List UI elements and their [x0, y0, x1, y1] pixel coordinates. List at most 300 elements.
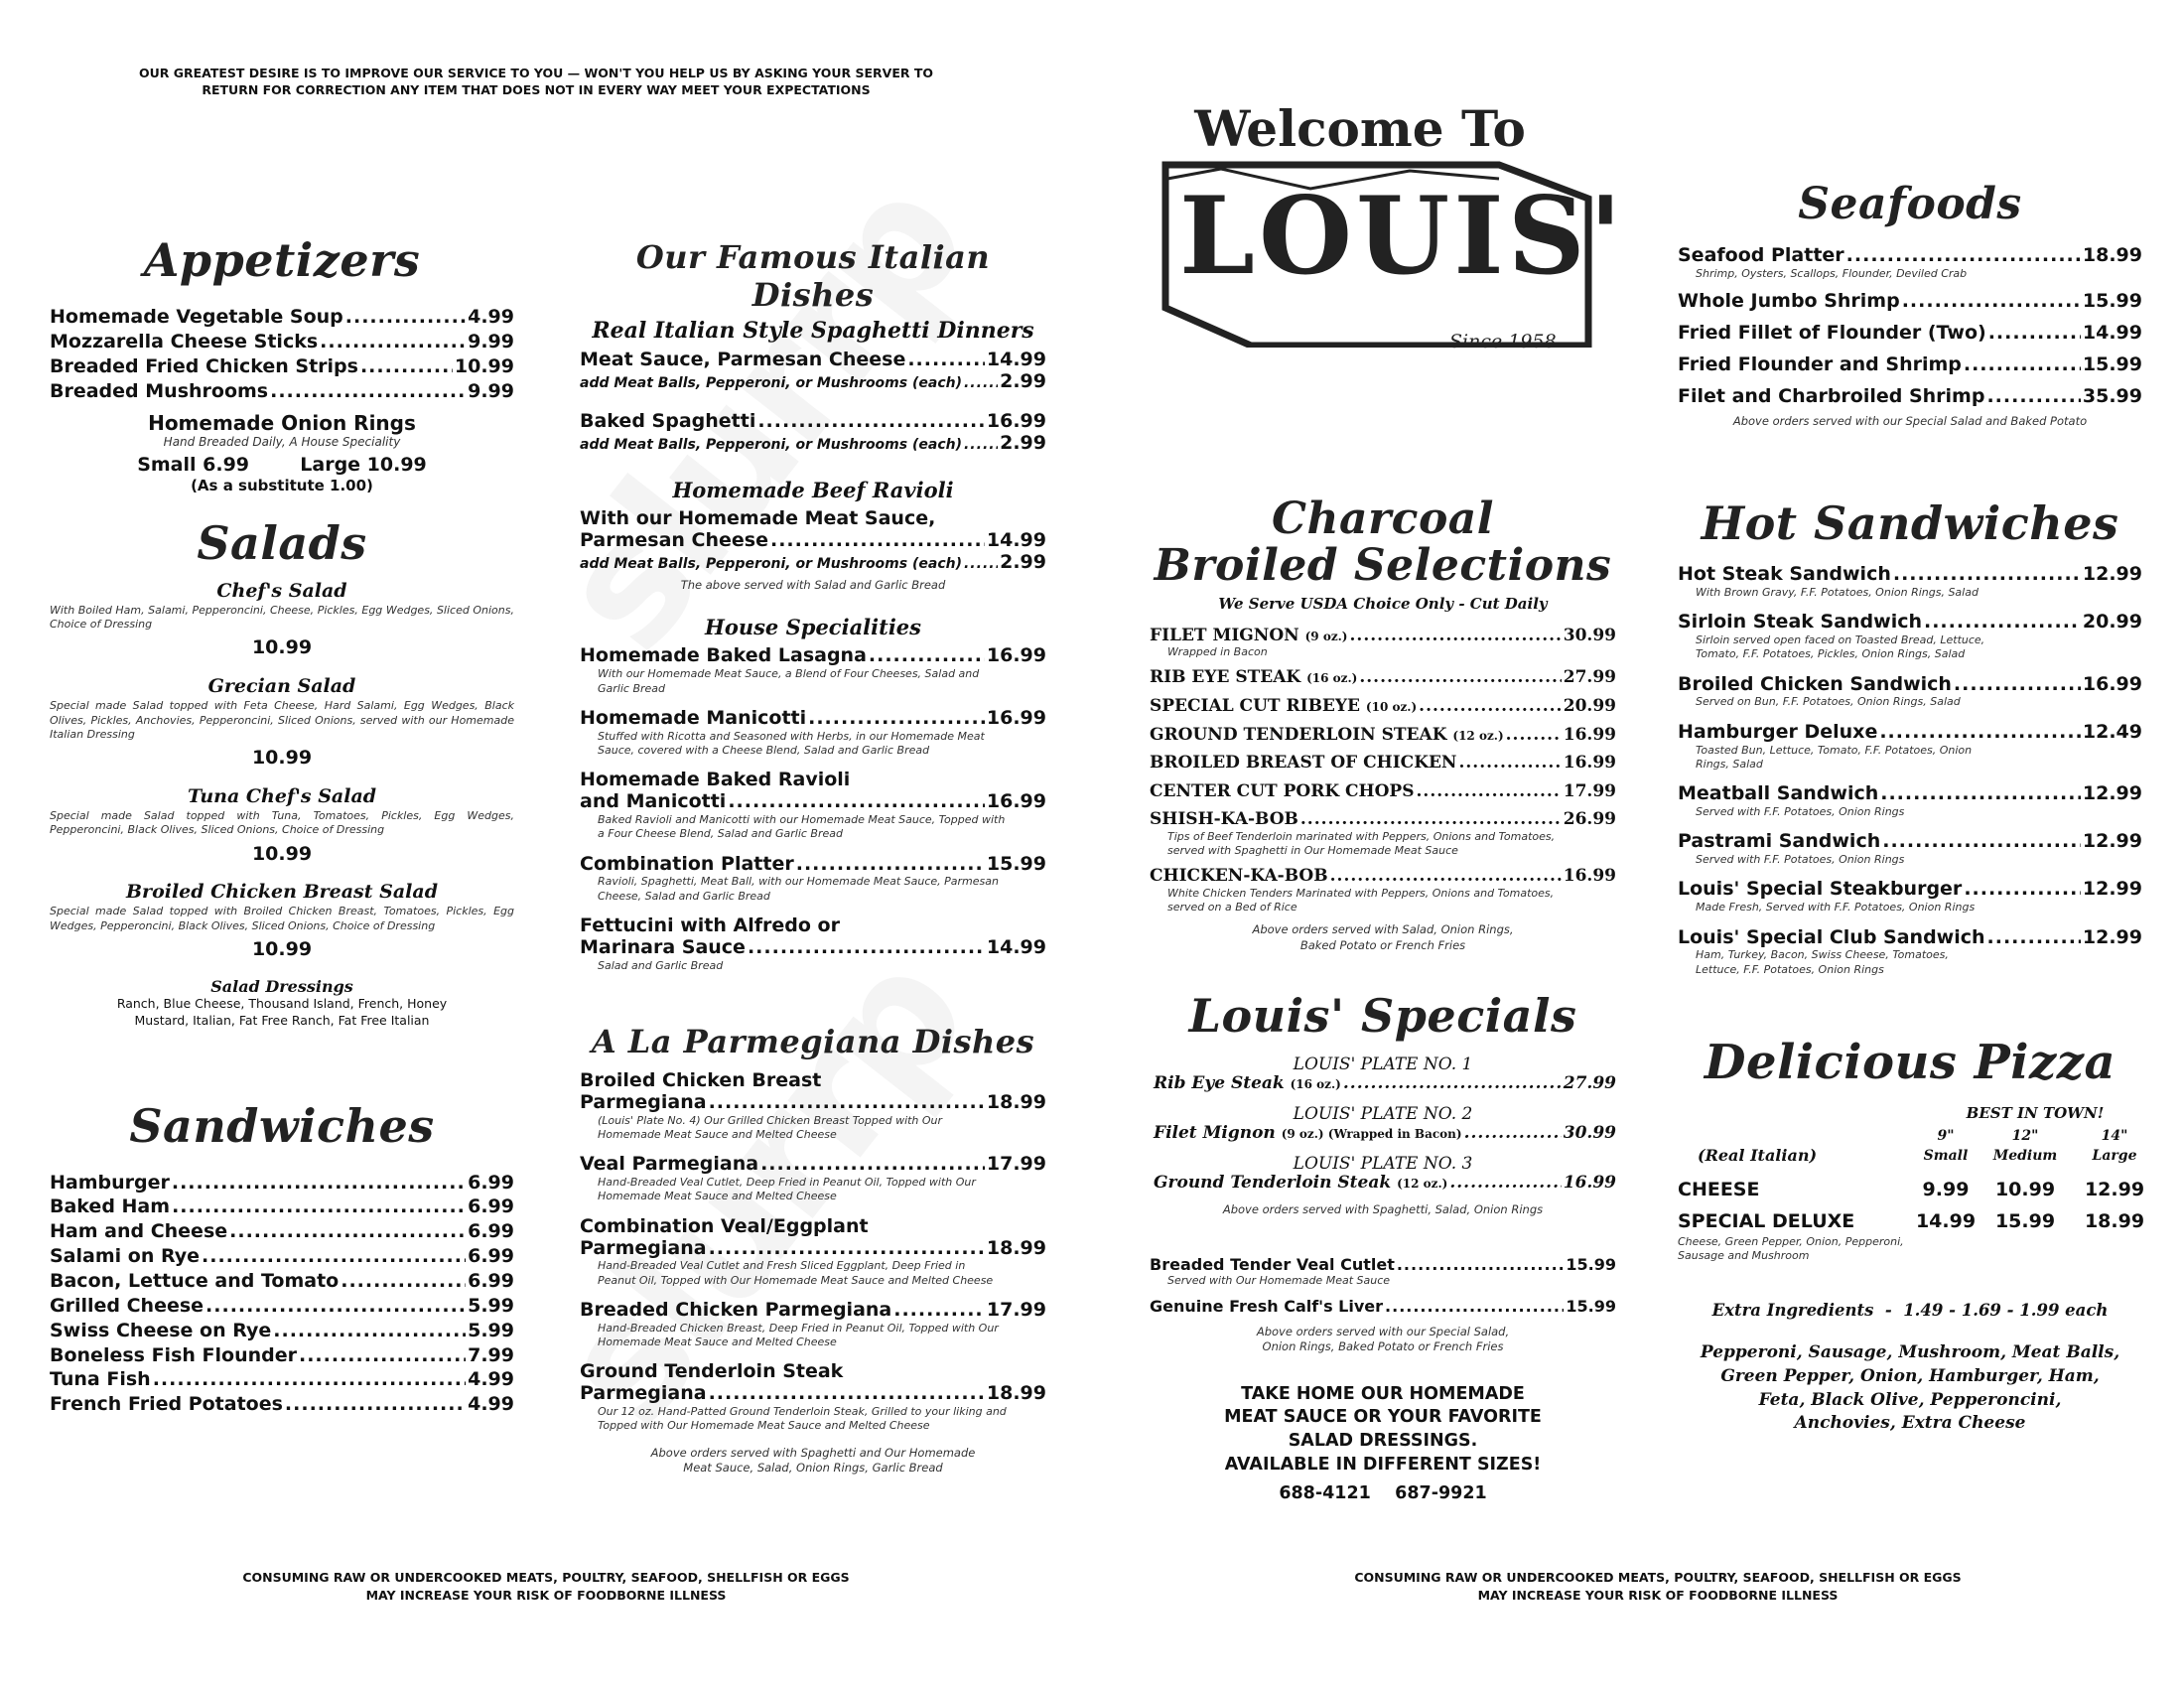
item-price: 16.99	[1563, 1172, 1616, 1193]
item-name-wrap	[1150, 726, 1504, 746]
item-desc: Sirloin served open faced on Toasted Bread, Lettuce, Tomato, F.F. Potatoes, Pickles, Onion Rings, Salad	[1696, 633, 1985, 661]
item-desc: Our 12 oz. Hand-Patted Ground Tenderloin Steak, Grilled to your liking and Topped with Our Homemade Meat Sauce and Melted Cheese	[598, 1405, 1007, 1433]
parmegiana-list	[580, 1070, 1046, 1434]
menu-item	[1678, 783, 2142, 805]
menu-item	[1678, 323, 2142, 345]
parmegiana-item	[580, 1216, 1046, 1288]
pizza-label: (Real Italian)	[1698, 1146, 1818, 1166]
salad-desc: With Boiled Ham, Salami, Pepperoncini, Cheese, Pickles, Egg Wedges, Sliced Onions, Choice of Dressing	[50, 603, 514, 632]
salads-list	[50, 580, 514, 961]
item-desc: Served with F.F. Potatoes, Onion Rings	[1696, 853, 1905, 867]
item-name: Breaded Tender Veal Cutlet	[1150, 1254, 1395, 1274]
menu-item	[580, 645, 1046, 667]
item-name-wrap	[1154, 1124, 1462, 1144]
hot-sandwich-item	[1678, 674, 2142, 710]
item-name: Breaded Chicken Parmegiana	[580, 1299, 892, 1321]
item-name: Rib Eye Steak	[1154, 1073, 1285, 1094]
pizza-row-desc: Cheese, Green Pepper, Onion, Pepperoni, Sausage and Mushroom	[1678, 1235, 1904, 1263]
item-price: 15.99	[2082, 352, 2142, 375]
menu-item	[580, 791, 1046, 813]
salads-heading: Salads	[197, 515, 367, 570]
item-price: 4.99	[468, 306, 514, 328]
item-name: FILET MIGNON	[1150, 625, 1299, 645]
item-price: 2.99	[1000, 369, 1046, 392]
pizza-best: BEST IN TOWN!	[1966, 1104, 2105, 1123]
item-price: 12.99	[2082, 925, 2142, 948]
salad-name: Broiled Chicken Breast Salad	[126, 881, 438, 904]
item-name-line: Broiled Chicken Breast	[580, 1069, 822, 1091]
item-price: 2.99	[1000, 551, 1046, 574]
item-name-wrap	[1154, 1074, 1341, 1094]
pizza-heading: Delicious Pizza	[1704, 1035, 2116, 1091]
onion-rings-desc: Hand Breaded Daily, A House Speciality	[163, 435, 401, 450]
appetizers-list	[50, 307, 514, 402]
item-name: Meatball Sandwich	[1678, 782, 1879, 805]
item-name: Baked Ham	[50, 1196, 171, 1218]
house-list	[580, 645, 1046, 973]
menu-item	[50, 1196, 514, 1218]
charcoal-subtitle: We Serve USDA Choice Only - Cut Daily	[1218, 594, 1548, 613]
salad-price: 10.99	[251, 938, 313, 961]
house-heading: House Specialities	[704, 615, 921, 640]
menu-item	[1678, 386, 2142, 408]
item-desc: Served on Bun, F.F. Potatoes, Onion Rings, Salad	[1696, 695, 1961, 709]
item-name: Seafood Platter	[1678, 244, 1844, 266]
item-desc: Tips of Beef Tenderloin marinated with Peppers, Onions and Tomatoes, served with Spaghetti in Our Homemade Meat Sauce	[1167, 829, 1556, 857]
menu-item	[50, 307, 514, 329]
parmegiana-item	[580, 1070, 1046, 1142]
pizza-size-inch: 14"	[2101, 1128, 2128, 1145]
salad-name: Grecian Salad	[207, 675, 356, 698]
item-name-wrap	[1154, 1174, 1447, 1194]
onion-rings-name: Homemade Onion Rings	[148, 411, 416, 436]
item-price: 16.99	[986, 706, 1046, 729]
item-price: 26.99	[1563, 809, 1616, 830]
hot-sandwiches-list	[1678, 564, 2142, 977]
item-price: 35.99	[2082, 384, 2142, 407]
pizza-toppings-line: Feta, Black Olive, Pepperoncini,	[1758, 1389, 2062, 1410]
item-name-line: Fettucini with Alfredo or	[580, 914, 840, 937]
menu-item	[1150, 1124, 1616, 1144]
item-price: 27.99	[1563, 667, 1616, 688]
item-price: 6.99	[468, 1220, 514, 1243]
house-item	[580, 708, 1046, 758]
column-right	[1678, 179, 2145, 1436]
salad-item	[50, 580, 514, 659]
menu-item	[580, 350, 1046, 371]
item-desc: Toasted Bun, Lettuce, Tomato, F.F. Potatoes, Onion Rings, Salad	[1696, 743, 1973, 771]
item-name: French Fried Potatoes	[50, 1393, 283, 1416]
item-name: Breaded Fried Chicken Strips	[50, 354, 358, 377]
item-desc: Made Fresh, Served with F.F. Potatoes, Onion Rings	[1696, 901, 1976, 914]
menu-item	[50, 1345, 514, 1367]
onion-rings	[50, 412, 514, 493]
item-name: CHICKEN-KA-BOB	[1150, 866, 1328, 887]
menu-item	[50, 1321, 514, 1342]
plates-list	[1150, 1055, 1616, 1193]
house-item	[580, 770, 1046, 841]
item-desc: (Louis' Plate No. 4) Our Grilled Chicken Breast Topped with Our Homemade Meat Sauce and Melted Cheese	[598, 1113, 943, 1141]
item-name: Bacon, Lettuce and Tomato	[50, 1269, 340, 1292]
item-name: Tuna Fish	[50, 1368, 151, 1391]
house-item	[580, 645, 1046, 695]
item-price: 12.99	[2082, 830, 2142, 853]
item-price: 14.99	[986, 349, 1046, 370]
item-name: Hamburger	[50, 1171, 170, 1194]
item-name: Sirloin Steak Sandwich	[1678, 611, 1922, 633]
salad-item	[50, 785, 514, 865]
item-name: Louis' Special Steakburger	[1678, 878, 1963, 901]
menu-item	[50, 332, 514, 353]
item-price: 15.99	[1566, 1254, 1616, 1274]
logo	[1161, 99, 1626, 357]
menu-item	[1150, 782, 1616, 802]
item-price: 18.99	[986, 1236, 1046, 1259]
take-home-line: TAKE HOME OUR HOMEMADE	[1241, 1383, 1525, 1404]
salad-dressings-title: Salad Dressings	[210, 976, 353, 996]
item-price: 9.99	[468, 379, 514, 402]
pizza-row-name: SPECIAL DELUXE	[1678, 1210, 1855, 1233]
addon-item	[580, 433, 1046, 455]
charcoal-list	[1150, 627, 1616, 915]
onion-rings-large: Large 10.99	[300, 453, 427, 476]
menu-item	[1678, 245, 2142, 267]
addon-item	[580, 371, 1046, 393]
item-price: 5.99	[468, 1294, 514, 1317]
item-name: Ground Tenderloin Steak	[1154, 1172, 1392, 1193]
item-price: 9.99	[468, 330, 514, 352]
item-desc: Hand-Breaded Veal Cutlet and Fresh Sliced Eggplant, Deep Fried in Peanut Oil, Topped with Our Homemade Meat Sauce and Melted Cheese	[598, 1259, 994, 1287]
menu-item	[1150, 627, 1616, 646]
item-name: RIB EYE STEAK	[1150, 667, 1301, 688]
pizza-table	[1678, 1104, 2145, 1283]
item-desc: Baked Ravioli and Manicotti with our Homemade Meat Sauce, Topped with a Four Cheese Blend, Salad and Garlic Bread	[598, 812, 1006, 841]
item-price: 20.99	[1563, 695, 1616, 716]
menu-item	[1150, 867, 1616, 887]
item-price: 15.99	[1566, 1297, 1616, 1317]
salad-price: 10.99	[251, 842, 313, 865]
hot-sandwich-item	[1678, 612, 2142, 661]
pizza-price: 15.99	[1994, 1210, 2056, 1233]
item-size: (10 oz.)	[1365, 699, 1418, 714]
item-desc: Served with F.F. Potatoes, Onion Rings	[1696, 805, 1905, 819]
house-item	[580, 915, 1046, 973]
plates-note: Above orders served with Spaghetti, Salad, Onion Rings	[1222, 1202, 1544, 1217]
house-item	[580, 854, 1046, 904]
menu-item	[1150, 1074, 1616, 1094]
item-name: Fried Flounder and Shrimp	[1678, 352, 1962, 375]
item-name: add Meat Balls, Pepperoni, or Mushrooms (each)	[580, 556, 962, 573]
pizza-price: 9.99	[1922, 1179, 1970, 1201]
pizza-price: 14.99	[1915, 1210, 1977, 1233]
item-price: 6.99	[468, 1171, 514, 1194]
onion-rings-sub: (As a substitute 1.00)	[191, 476, 373, 494]
item-name: Grilled Cheese	[50, 1294, 205, 1317]
footer-warning-line: CONSUMING RAW OR UNDERCOOKED MEATS, POULTRY, SEAFOOD, SHELLFISH OR EGGS	[242, 1570, 850, 1585]
item-name: Parmegiana	[580, 1090, 707, 1113]
item-price: 14.99	[2082, 321, 2142, 344]
item-desc: Wrapped in Bacon	[1167, 645, 1268, 659]
appetizers-heading: Appetizers	[143, 233, 421, 287]
menu-item	[1678, 291, 2142, 313]
hot-sandwich-item	[1678, 831, 2142, 867]
item-size: (9 oz.) (Wrapped in Bacon)	[1281, 1127, 1462, 1142]
seafoods-note: Above orders served with our Special Salad and Baked Potato	[1732, 413, 2088, 428]
menu-item-veal	[1150, 1256, 1616, 1274]
seafoods-heading: Seafoods	[1798, 179, 2022, 229]
footer-warning-right	[1251, 1569, 2065, 1604]
item-price: 2.99	[1000, 431, 1046, 454]
item-name: Salami on Rye	[50, 1245, 201, 1268]
salad-dressings	[50, 977, 514, 1030]
menu-item	[1150, 726, 1616, 746]
parmegiana-item	[580, 1300, 1046, 1349]
item-name: and Manicotti	[580, 790, 727, 813]
footer-warning-line: MAY INCREASE YOUR RISK OF FOODBORNE ILLNESS	[1477, 1587, 1839, 1603]
take-home-phones: 688-4121 687-9921	[1279, 1483, 1487, 1504]
menu-item	[1678, 612, 2142, 633]
item-price: 7.99	[468, 1343, 514, 1366]
sandwiches-heading: Sandwiches	[129, 1098, 435, 1153]
item-price: 15.99	[2082, 290, 2142, 313]
salad-desc: Special made Salad topped with Broiled Chicken Breast, Tomatoes, Pickles, Egg Wedges, Pepperoncini, Black Olives, Sliced Onions, Choice of Dressing	[50, 905, 514, 932]
item-name: CENTER CUT PORK CHOPS	[1150, 780, 1415, 801]
item-name: Homemade Manicotti	[580, 706, 807, 729]
pizza-size-col	[1906, 1126, 1985, 1167]
salad-name: Tuna Chef's Salad	[187, 784, 377, 807]
menu-item	[580, 1238, 1046, 1260]
pizza-toppings-line: Anchovies, Extra Cheese	[1794, 1413, 2026, 1434]
item-desc: Hand-Breaded Chicken Breast, Deep Fried in Peanut Oil, Topped with Our Homemade Meat Sauce and Melted Cheese	[598, 1321, 999, 1349]
logo-since: Since 1958	[1449, 331, 1557, 352]
logo-name: LOUIS'	[1179, 174, 1626, 299]
menu-item	[50, 381, 514, 403]
pizza-toppings-line: Green Pepper, Onion, Hamburger, Ham,	[1720, 1365, 2100, 1386]
item-name: Marinara Sauce	[580, 935, 746, 958]
item-size: (9 oz.)	[1304, 629, 1348, 643]
menu-item	[580, 708, 1046, 730]
menu-item	[50, 1369, 514, 1391]
charcoal-heading-2: Broiled Selections	[1154, 540, 1612, 592]
item-name-wrap	[1150, 697, 1417, 717]
footer-warning-line: CONSUMING RAW OR UNDERCOOKED MEATS, POULTRY, SEAFOOD, SHELLFISH OR EGGS	[1354, 1570, 1962, 1585]
item-name: Swiss Cheese on Rye	[50, 1319, 272, 1341]
menu-item	[50, 1394, 514, 1416]
item-size: (12 oz.)	[1397, 1176, 1448, 1191]
item-price: 12.99	[2082, 878, 2142, 901]
charcoal-note: Above orders served with Salad, Onion Rings, Baked Potato or French Fries	[1252, 922, 1514, 952]
item-price: 16.99	[986, 790, 1046, 813]
italian-heading: Our Famous Italian Dishes	[635, 238, 991, 314]
plate-item	[1150, 1154, 1616, 1194]
item-name: Homemade Vegetable Soup	[50, 306, 343, 328]
item-price: 16.99	[986, 409, 1046, 432]
pizza-size-name: Medium	[1992, 1148, 2058, 1165]
item-name: SPECIAL CUT RIBEYE	[1150, 695, 1360, 716]
column-center-right	[1150, 493, 1616, 1506]
onion-rings-small: Small 6.99	[137, 453, 250, 476]
hot-sandwich-item	[1678, 722, 2142, 772]
seafoods-list	[1678, 245, 2142, 408]
pizza-toppings	[1678, 1341, 2142, 1436]
item-desc: White Chicken Tenders Marinated with Peppers, Onions and Tomatoes, served on a Bed of Rice	[1167, 886, 1555, 914]
menu-item	[50, 356, 514, 378]
sandwiches-list	[50, 1173, 514, 1416]
item-desc: Shrimp, Oysters, Scallops, Flounder, Deviled Crab	[1696, 266, 1968, 280]
addon-item	[580, 552, 1046, 574]
item-name-wrap	[1150, 810, 1298, 830]
item-price: 16.99	[2082, 672, 2142, 695]
column-center-left	[580, 238, 1046, 1477]
item-name: Parmegiana	[580, 1382, 707, 1405]
item-name: Baked Spaghetti	[580, 409, 756, 432]
salad-price: 10.99	[251, 636, 313, 659]
onion-rings-prices	[50, 455, 514, 477]
take-home-line: SALAD DRESSINGS.	[1288, 1430, 1478, 1451]
menu-item	[50, 1271, 514, 1293]
item-name: add Meat Balls, Pepperoni, or Mushrooms (each)	[580, 436, 962, 453]
hot-sandwiches-heading: Hot Sandwiches	[1701, 496, 2119, 551]
hot-sandwich-item	[1678, 783, 2142, 819]
menu-item	[1678, 674, 2142, 696]
item-size: (12 oz.)	[1452, 728, 1504, 743]
spaghetti-heading: Real Italian Style Spaghetti Dinners	[592, 318, 1034, 344]
item-price: 16.99	[986, 644, 1046, 667]
menu-item	[580, 530, 1046, 552]
menu-item	[580, 411, 1046, 433]
item-name: Fried Fillet of Flounder (Two)	[1678, 321, 1986, 344]
parmegiana-heading: A La Parmegiana Dishes	[591, 1023, 1035, 1060]
charcoal-heading: Charcoal	[1271, 493, 1495, 544]
item-name: Veal Parmegiana	[580, 1153, 759, 1176]
pizza-price: 10.99	[1994, 1179, 2056, 1201]
plate-label: LOUIS' PLATE NO. 2	[1293, 1104, 1473, 1125]
plate-item	[1150, 1055, 1616, 1094]
hot-sandwich-item	[1678, 564, 2142, 600]
item-name: Breaded Mushrooms	[50, 379, 269, 402]
menu-item	[1678, 927, 2142, 949]
item-name-wrap	[1150, 668, 1357, 688]
item-price: 6.99	[468, 1196, 514, 1218]
item-price: 4.99	[468, 1393, 514, 1416]
pizza-price: 18.99	[2084, 1210, 2145, 1233]
salad-dressings-list: Ranch, Blue Cheese, Thousand Island, French, Honey Mustard, Italian, Fat Free Ranch, Fat Free Italian	[116, 995, 448, 1028]
item-price: 6.99	[468, 1269, 514, 1292]
menu-item	[580, 1154, 1046, 1176]
menu-item	[50, 1296, 514, 1318]
salad-desc: Special made Salad topped with Feta Cheese, Hard Salami, Egg Wedges, Black Olives, Pickles, Anchovies, Pepperoncini, Sliced Onions, served with our Homemade Italian Dressing	[50, 699, 514, 741]
item-name: Boneless Fish Flounder	[50, 1343, 297, 1366]
item-price: 14.99	[986, 935, 1046, 958]
item-name-wrap	[1150, 627, 1348, 646]
plate-label: LOUIS' PLATE NO. 1	[1293, 1055, 1473, 1075]
item-name: Mozzarella Cheese Sticks	[50, 330, 319, 352]
item-name: Parmegiana	[580, 1236, 707, 1259]
item-name: Whole Jumbo Shrimp	[1678, 290, 1900, 313]
item-name: Homemade Baked Lasagna	[580, 644, 867, 667]
header-notice	[89, 66, 983, 99]
item-price: 5.99	[468, 1319, 514, 1341]
item-price: 30.99	[1563, 625, 1616, 645]
menu-item	[1150, 1174, 1616, 1194]
menu-item	[1150, 810, 1616, 830]
column-left	[50, 233, 514, 1419]
salad-item	[50, 881, 514, 960]
item-price: 16.99	[1563, 866, 1616, 887]
item-price: 27.99	[1563, 1073, 1616, 1094]
item-name: Hamburger Deluxe	[1678, 720, 1878, 743]
menu-item	[50, 1221, 514, 1243]
menu-item	[580, 1383, 1046, 1405]
item-name: Filet Mignon	[1154, 1123, 1276, 1144]
logo-welcome: Welcome To	[1194, 99, 1526, 158]
item-price: 18.99	[2082, 244, 2142, 266]
item-name: Parmesan Cheese	[580, 529, 768, 552]
menu-item	[580, 1300, 1046, 1322]
menu-item	[580, 1092, 1046, 1114]
parmegiana-item	[580, 1154, 1046, 1203]
item-price: 15.99	[986, 852, 1046, 875]
pizza-size-name: Small	[1923, 1148, 1969, 1165]
item-name: Louis' Special Club Sandwich	[1678, 925, 1985, 948]
item-price: 17.99	[986, 1299, 1046, 1321]
item-name-wrap	[1150, 754, 1456, 774]
item-price: 4.99	[468, 1368, 514, 1391]
item-desc: Ravioli, Spaghetti, Meat Ball, with our Homemade Meat Sauce, Parmesan Cheese, Salad and Garlic Bread	[598, 875, 999, 903]
plate-item	[1150, 1104, 1616, 1144]
item-desc: Salad and Garlic Bread	[598, 958, 724, 972]
item-name: Ham and Cheese	[50, 1220, 228, 1243]
item-name: GROUND TENDERLOIN STEAK	[1150, 724, 1447, 745]
item-price: 12.99	[2082, 782, 2142, 805]
item-name-wrap	[1150, 867, 1328, 887]
item-name: BROILED BREAST OF CHICKEN	[1150, 753, 1457, 774]
item-price: 17.99	[1563, 780, 1616, 801]
ravioli-heading: Homemade Beef Ravioli	[672, 478, 954, 503]
item-name: add Meat Balls, Pepperoni, or Mushrooms (each)	[580, 374, 962, 391]
item-name-line: Homemade Baked Ravioli	[580, 769, 851, 791]
hot-sandwich-item	[1678, 879, 2142, 914]
pizza-extra: Extra Ingredients - 1.49 - 1.69 - 1.99 each	[1711, 1301, 2109, 1321]
parmegiana-note: Above orders served with Spaghetti and Our Homemade Meat Sauce, Salad, Onion Rings, Garlic Bread	[650, 1445, 976, 1476]
menu-item	[1678, 564, 2142, 586]
item-desc: Ham, Turkey, Bacon, Swiss Cheese, Tomatoes, Lettuce, F.F. Potatoes, Onion Rings	[1696, 948, 1949, 976]
pizza-toppings-line: Pepperoni, Sausage, Mushroom, Meat Balls,	[1700, 1342, 2120, 1363]
item-desc: Stuffed with Ricotta and Seasoned with Herbs, in our Homemade Meat Sauce, covered with a Cheese Blend, Salad and Garlic Bread	[598, 729, 985, 757]
item-name: Combination Platter	[580, 852, 794, 875]
item-name: Broiled Chicken Sandwich	[1678, 672, 1952, 695]
salad-desc: Special made Salad topped with Tuna, Tomatoes, Pickles, Egg Wedges, Pepperoncini, Black Olives, Sliced Onions, Choice of Dressing	[50, 808, 514, 837]
menu-item	[1150, 668, 1616, 688]
item-price: 12.99	[2082, 563, 2142, 586]
item-price: 16.99	[1563, 753, 1616, 774]
item-price: 17.99	[986, 1153, 1046, 1176]
item-price: 30.99	[1563, 1123, 1616, 1144]
pizza-size-inch: 9"	[1937, 1128, 1955, 1145]
footer-warning-line: MAY INCREASE YOUR RISK OF FOODBORNE ILLNESS	[365, 1587, 727, 1603]
item-name-line: Combination Veal/Eggplant	[580, 1214, 869, 1237]
item-name: Filet and Charbroiled Shrimp	[1678, 384, 1985, 407]
menu-item	[1678, 354, 2142, 376]
item-price: 16.99	[1563, 724, 1616, 745]
take-home-line: MEAT SAUCE OR YOUR FAVORITE	[1224, 1407, 1542, 1428]
pizza-size-col	[2075, 1126, 2154, 1167]
ravioli-note: The above served with Salad and Garlic Bread	[680, 577, 946, 592]
pizza-price: 12.99	[2084, 1179, 2145, 1201]
item-name: Hot Steak Sandwich	[1678, 563, 1891, 586]
item-size: (16 oz.)	[1290, 1077, 1341, 1092]
menu-item	[1678, 722, 2142, 744]
